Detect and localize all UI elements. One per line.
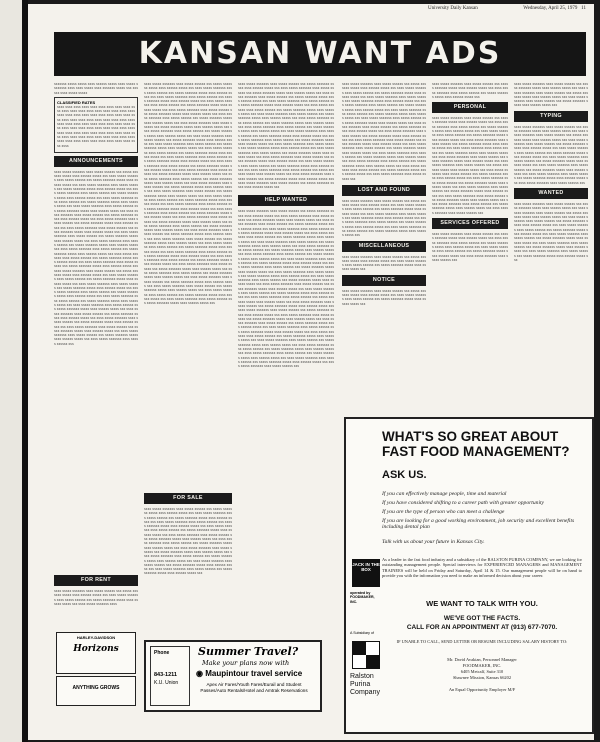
intro-text: xxxxxxx xxxxx xxxxx xxxx xxxxxx xxxxx xxxx xxxxx xxxxxxxx xxxx xxxx xxxxx xxxx xxxxxxx xxxxx xxx xxxxxx xxxx xxxxx xxxxx — [54, 82, 138, 95]
summer-travel-title: Summer Travel? — [198, 645, 299, 658]
harley-davidson-ad — [56, 632, 136, 674]
anything-title: ANYTHING GROWS — [72, 685, 120, 691]
ad-copy: xxxx xxxxx xxxxxxx xxxx xxxxx xxxxxx xxx xxxxx xxxxxxx xxxxx xxxx xxxxxx xxxxx xxx xxxx xxxxx xxxxxxx xxxx xxxxx xxxxxx xxx xxxxx xxxxxxx xxxxx xxxx xxxxxx xxxxx xxx xxxx xxxxx xxxxxxx xxxx xxxxx xxxxxx xxx xxxxx xxxxxxx xxxxx xxxx xxxxxx xxxxx xxx xxxx xxxxx xxxxxxx xxxx xxxxx xxxxxx xxx xxxxx xxxxxxx xxxxx xxxx xxxxxx xxxxx xxx xxxx xxxxx xxxxxxx xxxx xxxxx xxxxxx xxx xxxxx xxxxxxx xxxxx xxxx xxxxxx xxxxx xxx — [342, 198, 426, 238]
maupintour-services: Apex Air Fares/Youth Fares/Eurail and Student Passes/Auto Rentals/Hotel and Amtrak Reservations — [200, 682, 308, 693]
ralston-purina-name: Ralston Purina Company — [350, 673, 380, 696]
ad-line: Talk with us about your future in Kansas City. — [382, 539, 485, 545]
company-name: FOODMAKER, INC. — [462, 663, 502, 668]
call-for-appointment: CALL FOR AN APPOINTMENT AT (913) 677-7070. — [406, 624, 558, 631]
ad-copy: xxxx xxxxx xxxxxxx xxxx xxxxx xxxxxx xxx xxxxx xxxxxxx xxxxx xxxx xxxxxx xxxxx xxx xxxx xxxxx xxxxxxx xxxx xxxxx xxxxxx xxx xxxxx xxxxxxx xxxxx xxxx xxxxxx xxxxx xxx xxxx xxxxx xxxxxxx xxxx xxxxx xxxxxx xxx xxxxx xxxxxxx xxxxx xxxx xxxxxx xxxxx xxx xxxx xxxxx xxxxxxx xxxx xxxxx xxxxxx xxx xxxxx xxxxxxx xxxxx xxxx xxxxxx xxxxx xxx xxxx xxxxx xxxxxxx xxxx xxxxx xxxxxx xxx xxxxx xxxxxxx xxxxx xxxx xxxxxx xxxxx xxx xxxx xxxxx xxxxxxx xxxx xxxxx xxxxxx xxx xxxxx xxxxxxx xxxxx xxxx xxxxxx xxxxx xxx xxxx xxxxx xxxxxxx xxxx xxxxx xxxxxx xxx xxxxx xxxxxxx xxxxx xxxx xxxxxx xxxxx xxx xxxx xxxxx xxxxxxx xxxx xxxxx xxxxxx xxx xxxxx xxxxxxx xxxxx xxxx xxxxxx xxxxx xxx xxxx xxxxx xxxxxxx xxxx xxxxx xxxxxx xxx xxxxx xxxxxxx xxxxx xxxx xxxxxx xxxxx xxx xxxx xxxxx xxxxxxx xxxx xxxxx xxxxxx xxx xxxxx xxxxxxx xxxxx xxxx xxxxxx xxxxx xxx xxxx xxxxx xxxxxxx xxxx xxxxx xxxxxx xxx xxxxx xxxxxxx xxxxx xxxx xxxxxx xxxxx xxx xxxx xxxxx xxxxxxx xxxx xxxxx xxxxxx xxx xxxxx xxxxxxx xxxxx xxxx xxxxxx xxxxx xxx xxxx xxxxx xxxxxxx xxxx xxxxx xxxxxx xxx xxxxx xxxxxxx xxxxx xxxx xxxxxx xxxxx xxx xxxx xxxxx xxxxxxx xxxx xxxxx xxxxxx xxx xxxxx xxxxxxx xxxxx xxxx xxxxxx xxxxx xxx xxxx xxxxx xxxxxxx xxxx xxxxx xxxxxx xxx xxxxx xxxxxxx xxxxx xxxx xxxxxx xxxxx xxx xxxx xxxxx xxxxxxx xxxx xxxxx xxxxxx xxx xxxxx xxxxxxx xxxxx xxxx xxxxxx xxxxx xxx xxxx xxxxx xxxxxxx xxxx xxxxx xxxxxx xxx xxxxx xxxxxxx xxxxx xxxx xxxxxx xxxxx xxx xxxx xxxxx xxxxxxx xxxx xxxxx xxxxxx xxx xxxxx xxxxxxx xxxxx xxxx xxxxxx xxxxx xxx xxxx xxxxx xxxxxxx xxxx xxxxx xxxxxx xxx xxxxx xxxxxxx xxxxx xxxx xxxxxx xxxxx xxx xxxx xxxxx xxxxxxx xxxx xxxxx xxxxxx xxx xxxxx xxxxxxx xxxxx xxxx xxxxxx xxxxx xxx xxxx xxxxx xxxxxxx xxxx xxxxx xxxxxx xxx xxxxx xxxxxxx xxxxx xxxx xxxxxx xxxxx xxx xxxx xxxxx xxxxxxx xxxx xxxxx xxxxxx xxx xxxxx xxxxxxx xxxxx xxxx xxxxxx xxxxx xxx xxxx xxxxx xxxxxxx xxxx xxxxx xxxxxx xxx xxxxx xxxxxxx xxxxx xxxx xxxxxx xxxxx xxx xxxx xxxxx xxxxxxx xxxx xxxxx xxxxxx xxx xxxxx xxxxxxx xxxxx xxxx xxxxxx xxxxx xxx xxxx xxxxx xxxxxxx xxxx xxxxx xxxxxx xxx xxxxx xxxxxxx xxxxx xxxx xxxxxx xxxxx xxx xxxx xxxxx xxxxxxx xxxx xxxxx xxxxxx xxx — [238, 209, 334, 369]
phone-number: 843-1211 — [154, 672, 177, 678]
globe-icon: ◉ — [196, 669, 203, 678]
unable-to-call: IF UNABLE TO CALL, SEND LETTER OR RESUME INCLUDING SALARY HISTORY TO: — [396, 639, 568, 644]
maupintour-name: ◉ Maupintour travel service — [196, 669, 303, 678]
ad-copy: xxxx xxxxx xxxxxxx xxxx xxxxx xxxxxx xxx xxxxx xxxxxxx xxxxx xxxx xxxxxx xxxxx xxx xxxx xxxxx xxxxxxx xxxx xxxxx xxxxxx xxx xxxxx xxxxxxx xxxxx xxxx xxxxxx xxxxx xxx xxxx xxxxx xxxxxxx xxxx xxxxx xxxxxx xxx xxxxx xxxxxxx xxxxx xxxx xxxxxx xxxxx xxx xxxx xxxxx xxxxxxx xxxx xxxxx xxxxxx xxx xxxxx xxxxxxx xxxxx xxxx xxxxxx xxxxx xxx xxxx xxxxx xxxxxxx xxxx xxxxx xxxxxx xxx xxxxx xxxxxxx xxxxx xxxx xxxxxx xxxxx xxx xxxx xxxxx xxxxxxx xxxx xxxxx xxxxxx xxx xxxxx xxxxxxx xxxxx xxxx xxxxxx xxxxx xxx xxxx xxxxx xxxxxxx xxxx xxxxx xxxxxx xxx xxxxx xxxxxxx xxxxx xxxx xxxxxx xxxxx xxx xxxx xxxxx xxxxxxx xxxx xxxxx xxxxxx xxx xxxxx xxxxxxx xxxxx xxxx xxxxxx xxxxx xxx xxxx xxxxx xxxxxxx xxxx xxxxx xxxxxx xxx xxxxx xxxxxxx xxxxx xxxx xxxxxx xxxxx xxx xxxx xxxxx xxxxxxx xxxx xxxxx xxxxxx xxx xxxxx xxxxxxx xxxxx xxxx xxxxxx xxxxx xxx xxxx xxxxx xxxxxxx xxxx xxxxx xxxxxx xxx xxxxx xxxxxxx xxxxx xxxx xxxxxx xxxxx xxx xxxx xxxxx xxxxxxx xxxx xxxxx xxxxxx xxx xxxxx xxxxxxx xxxxx xxxx xxxxxx xxxxx xxx xxxx xxxxx xxxxxxx xxxx xxxxx xxxxxx xxx — [432, 116, 508, 215]
running-header — [28, 4, 594, 14]
ad-line: If you are looking for a good working environment, job security and excellent benefits including dental plan — [382, 518, 575, 530]
section-header-personal: PERSONAL — [432, 102, 508, 113]
column-6 — [514, 82, 588, 264]
ad-copy: xxxx xxxxx xxxxxxx xxxx xxxxx xxxxxx xxx xxxxx xxxxxxx xxxxx xxxx xxxxxx xxxxx xxx xxxx xxxxx xxxxxxx xxxx xxxxx xxxxxx xxx xxxxx xxxxxxx xxxxx xxxx xxxxxx xxxxx xxx xxxx xxxxx xxxxxxx xxxx xxxxx xxxxxx xxx xxxxx xxxxxxx xxxxx xxxx xxxxxx xxxxx xxx xxxx xxxxx xxxxxxx xxxx xxxxx xxxxxx xxx xxxxx xxxxxxx xxxxx xxxx xxxxxx xxxxx xxx xxxx xxxxx xxxxxxx xxxx xxxxx xxxxxx xxx xxxxx xxxxxxx xxxxx xxxx xxxxxx xxxxx xxx xxxx xxxxx xxxxxxx xxxx xxxxx xxxxxx xxx xxxxx xxxxxxx xxxxx xxxx xxxxxx xxxxx xxx xxxx xxxxx xxxxxxx xxxx xxxxx xxxxxx xxx xxxxx xxxxxxx xxxxx xxxx xxxxxx xxxxx xxx xxxx xxxxx xxxxxxx xxxx xxxxx xxxxxx xxx xxxxx xxxxxxx xxxxx xxxx xxxxxx xxxxx xxx xxxx xxxxx xxxxxxx xxxx xxxxx xxxxxx xxx xxxxx xxxxxxx xxxxx xxxx xxxxxx xxxxx xxx xxxx xxxxx xxxxxxx xxxx xxxxx xxxxxx xxx xxxxx xxxxxxx xxxxx xxxx xxxxxx xxxxx xxx xxxx xxxxx xxxxxxx xxxx xxxxx xxxxxx xxx xxxxx xxxxxxx xxxxx xxxx xxxxxx xxxxx xxx xxxx xxxxx xxxxxxx xxxx xxxxx xxxxxx xxx xxxxx xxxxxxx xxxxx xxxx xxxxxx xxxxx xxx xxxx xxxxx xxxxxxx xxxx xxxxx xxxxxx xxx xxxxx xxxxxxx xxxxx xxxx xxxxxx xxxxx xxx xxxx xxxxx xxxxxxx xxxx xxxxx xxxxxx xxx xxxxx xxxxxxx xxxxx xxxx xxxxxx xxxxx xxx xxxx xxxxx xxxxxxx xxxx xxxxx xxxxxx xxx xxxxx xxxxxxx xxxxx xxxx xxxxxx xxxxx xxx xxxx xxxxx xxxxxxx xxxx xxxxx xxxxxx xxx xxxxx xxxxxxx xxxxx xxxx xxxxxx xxxxx xxx xxxx xxxxx xxxxxxx xxxx xxxxx xxxxxx xxx xxxxx xxxxxxx xxxxx xxxx xxxxxx xxxxx xxx — [238, 82, 334, 190]
section-header-notice: NOTICE — [342, 275, 426, 286]
talk-with-you: WE WANT TO TALK WITH YOU. — [426, 599, 538, 608]
rates-box — [54, 97, 138, 153]
ad-copy: xxxx xxxxx xxxxxxx xxxx xxxxx xxxxxx xxx xxxxx xxxxxxx xxxxx xxxx xxxxxx xxxxx xxx xxxx xxxxx xxxxxxx xxxx xxxxx xxxxxx xxx xxxxx xxxxxxx xxxxx xxxx xxxxxx xxxxx xxx xxxx xxxxx xxxxxxx xxxx xxxxx xxxxxx xxx xxxxx xxxxxxx xxxxx xxxx xxxxxx xxxxx xxx xxxx xxxxx xxxxxxx xxxx xxxxx xxxxxx xxx xxxxx xxxxxxx xxxxx xxxx xxxxxx xxxxx xxx xxxx xxxxx xxxxxxx xxxx xxxxx xxxxxx xxx xxxxx xxxxxxx xxxxx xxxx xxxxxx xxxxx xxx xxxx xxxxx xxxxxxx xxxx xxxxx xxxxxx xxx xxxxx xxxxxxx xxxxx xxxx xxxxxx xxxxx xxx xxxx xxxxx xxxxxxx xxxx xxxxx xxxxxx xxx xxxxx xxxxxxx xxxxx xxxx xxxxxx xxxxx xxx xxxx xxxxx xxxxxxx xxxx xxxxx xxxxxx xxx xxxxx xxxxxxx xxxxx xxxx xxxxxx xxxxx xxx xxxx xxxxx xxxxxxx xxxx xxxxx xxxxxx xxx xxxxx xxxxxxx xxxxx xxxx xxxxxx xxxxx xxx xxxx xxxxx xxxxxxx xxxx xxxxx xxxxxx xxx xxxxx xxxxxxx xxxxx xxxx xxxxxx xxxxx xxx xxxx xxxxx xxxxxxx xxxx xxxxx xxxxxx xxx xxxxx xxxxxxx xxxxx xxxx xxxxxx xxxxx xxx xxxx xxxxx xxxxxxx xxxx xxxxx xxxxxx xxx xxxxx xxxxxxx xxxxx xxxx xxxxxx xxxxx xxx xxxx xxxxx xxxxxxx xxxx xxxxx xxxxxx xxx xxxxx xxxxxxx xxxxx xxxx xxxxxx xxxxx xxx xxxx xxxxx xxxxxxx xxxx xxxxx xxxxxx xxx — [342, 82, 426, 181]
column-3 — [238, 82, 334, 370]
got-the-facts: WE'VE GOT THE FACTS. — [443, 615, 521, 622]
subsidiary-of: A Subsidiary of — [350, 631, 374, 635]
ad-copy: xxxx xxxxx xxxxxxx xxxx xxxxx xxxxxx xxx xxxxx xxxxxxx xxxxx xxxx xxxxxx xxxxx xxx xxxx xxxxx xxxxxxx xxxx xxxxx xxxxxx xxx xxxxx xxxxxxx xxxxx xxxx xxxxxx xxxxx xxx xxxx xxxxx xxxxxxx xxxx xxxxx xxxxxx xxx xxxxx xxxxxxx xxxxx xxxx xxxxxx xxxxx xxx xxxx xxxxx xxxxxxx xxxx xxxxx xxxxxx xxx — [432, 232, 508, 262]
phone-box — [150, 646, 190, 706]
ad-copy: xxxx xxxxx xxxxxxx xxxx xxxxx xxxxxx xxx xxxxx xxxxxxx xxxxx xxxx xxxxxx xxxxx xxx xxxx xxxxx xxxxxxx xxxx xxxxx xxxxxx xxx xxxxx xxxxxxx xxxxx xxxx xxxxxx xxxxx xxx xxxx xxxxx xxxxxxx xxxx xxxxx xxxxxx xxx xxxxx xxxxxxx xxxxx xxxx xxxxxx xxxxx xxx xxxx xxxxx xxxxxxx xxxx xxxxx xxxxxx xxx xxxxx xxxxxxx xxxxx xxxx xxxxxx xxxxx xxx xxxx xxxxx xxxxxxx xxxx xxxxx xxxxxx xxx xxxxx xxxxxxx xxxxx xxxx xxxxxx xxxxx xxx xxxx xxxxx xxxxxxx xxxx xxxxx xxxxxx xxx xxxxx xxxxxxx xxxxx xxxx xxxxxx xxxxx xxx xxxx xxxxx xxxxxxx xxxx xxxxx xxxxxx xxx xxxxx xxxxxxx xxxxx xxxx xxxxxx xxxxx xxx xxxx xxxxx xxxxxxx xxxx xxxxx xxxxxx xxx — [514, 124, 588, 185]
column-4 — [342, 82, 426, 308]
ad-line: If you are the type of person who can meet a challenge — [382, 509, 505, 515]
section-header-for-sale: FOR SALE — [144, 493, 232, 504]
rates-table: xxxx xxxx xxxx xxxx xxxx xxxx xxxx xxxx xxxx xxxx xxxx xxxx xxxx xxxx xxxx xxxx xxxx xxxx xxxx xxxx xxxx xxxx xxxx xxxx xxxx xxxx xxxx xxxx xxxx xxxx xxxx xxxx xxxx xxxx xxxx xxxx xxxx xxxx xxxx xxxx xxxx xxxx xxxx xxxx xxxx xxxx xxxx xxxx xxxx xxxx xxxx xxxx xxxx xxxx xxxx xxxx xxxx xxxx xxxx xxxx xxxx xxxx xxxx xxxx xxxx xxxx xxxx xxxx xxxx xxxx xxxx xxxx xxxx xxxx xxxx xxxx xxxx xxxx xxxx xxxx xxxx xxxx xxxx xxxx xxxx xxxx xxxx — [57, 104, 135, 148]
ad-copy: xxxx xxxxx xxxxxxx xxxx xxxxx xxxxxx xxx xxxxx xxxxxxx xxxxx xxxx xxxxxx xxxxx xxx xxxx xxxxx xxxxxxx xxxx xxxxx xxxxxx xxx xxxxx xxxxxxx xxxxx xxxx xxxxxx xxxxx xxx xxxx xxxxx xxxxxxx xxxx — [54, 589, 138, 606]
rates-title: CLASSIFIED RATES — [57, 99, 96, 105]
section-header-help-wanted: HELP WANTED — [238, 195, 334, 206]
summer-subtitle: Make your plans now with — [202, 659, 290, 667]
newspaper-page — [28, 4, 594, 740]
ad-copy: xxxx xxxxx xxxxxxx xxxx xxxxx xxxxxx xxx xxxxx xxxxxxx xxxxx xxxx xxxxxx xxxxx xxx xxxx xxxxx xxxxxxx xxxx xxxxx xxxxxx xxx xxxxx xxxxxxx xxxxx xxxx xxxxxx xxxxx xxx xxxx xxxxx xxxxxxx xxxx xxxxx xxxxxx xxx xxxxx xxxxxxx xxxxx xxxx xxxxxx xxxxx xxx xxxx xxxxx xxxxxxx xxxx xxxxx xxxxxx xxx xxxxx xxxxxxx xxxxx xxxx xxxxxx xxxxx xxx xxxx xxxxx xxxxxxx xxxx xxxxx xxxxxx xxx xxxxx xxxxxxx xxxxx xxxx xxxxxx xxxxx xxx xxxx xxxxx xxxxxxx xxxx xxxxx xxxxxx xxx xxxxx xxxxxxx xxxxx xxxx xxxxxx xxxxx xxx xxxx xxxxx xxxxxxx xxxx xxxxx xxxxxx xxx xxxxx xxxxxxx xxxxx xxxx xxxxxx xxxxx xxx xxxx xxxxx xxxxxxx xxxx xxxxx xxxxxx xxx xxxxx xxxxxxx xxxxx xxxx xxxxxx xxxxx xxx xxxx xxxxx xxxxxxx xxxx xxxxx xxxxxx xxx xxxxx xxxxxxx xxxxx xxxx xxxxxx xxxxx xxx xxxx xxxxx xxxxxxx xxxx xxxxx xxxxxx xxx xxxxx xxxxxxx xxxxx xxxx xxxxxx xxxxx xxx — [144, 507, 232, 576]
section-header-typing: TYPING — [514, 111, 588, 122]
ad-copy: xxxx xxxxx xxxxxxx xxxx xxxxx xxxxxx xxx xxxxx xxxxxxx xxxxx xxxx xxxxxx xxxxx xxx xxxx xxxxx xxxxxxx xxxx xxxxx xxxxxx xxx xxxxx xxxxxxx xxxxx xxxx xxxxxx xxxxx xxx xxxx xxxxx xxxxxxx xxxx xxxxx xxxxxx xxx xxxxx xxxxxxx xxxxx xxxx xxxxxx xxxxx xxx xxxx xxxxx xxxxxxx xxxx xxxxx xxxxxx xxx xxxxx xxxxxxx xxxxx xxxx xxxxxx xxxxx xxx xxxx xxxxx xxxxxxx xxxx xxxxx xxxxxx xxx xxxxx xxxxxxx xxxxx xxxx xxxxxx xxxxx xxx xxxx xxxxx xxxxxxx xxxx xxxxx xxxxxx xxx xxxxx xxxxxxx xxxxx xxxx xxxxxx xxxxx xxx xxxx xxxxx xxxxxxx xxxx xxxxx xxxxxx xxx xxxxx xxxxxxx xxxxx xxxx xxxxxx xxxxx xxx — [514, 201, 588, 262]
section-header-wanted: WANTED — [514, 188, 588, 199]
ralston-checkerboard-logo — [352, 641, 380, 669]
ad-line: If you have considered shifting to a career path with greater opportunity — [382, 500, 545, 506]
harley-title: HARLEY-DAVIDSON — [76, 635, 116, 640]
horizons-logo: Horizons — [73, 644, 119, 654]
ad-copy: xxxx xxxxx xxxxxxx xxxx xxxxx xxxxxx xxx xxxxx xxxxxxx xxxxx xxxx xxxxxx xxxxx xxx xxxx xxxxx xxxxxxx xxxx xxxxx xxxxxx xxx xxxxx xxxxxxx xxxxx xxxx xxxxxx xxxxx xxx xxxx xxxxx xxxxxxx xxxx xxxxx xxxxxx xxx xxxxx xxxxxxx xxxxx xxxx xxxxxx xxxxx xxx xxxx xxxxx xxxxxxx xxxx xxxxx xxxxxx xxx xxxxx xxxxxxx xxxxx xxxx xxxxxx xxxxx xxx xxxx xxxxx xxxxxxx xxxx xxxxx xxxxxx xxx xxxxx xxxxxxx xxxxx xxxx xxxxxx xxxxx xxx xxxx xxxxx xxxxxxx xxxx xxxxx xxxxxx xxx xxxxx xxxxxxx xxxxx xxxx xxxxxx xxxxx xxx xxxx xxxxx xxxxxxx xxxx xxxxx xxxxxx xxx xxxxx xxxxxxx xxxxx xxxx xxxxxx xxxxx xxx xxxx xxxxx xxxxxxx xxxx xxxxx xxxxxx xxx xxxxx xxxxxxx xxxxx xxxx xxxxxx xxxxx xxx xxxx xxxxx xxxxxxx xxxx xxxxx xxxxxx xxx xxxxx xxxxxxx xxxxx xxxx xxxxxx xxxxx xxx xxxx xxxxx xxxxxxx xxxx xxxxx xxxxxx xxx xxxxx xxxxxxx xxxxx xxxx xxxxxx xxxxx xxx xxxx xxxxx xxxxxxx xxxx xxxxx xxxxxx xxx xxxxx xxxxxxx xxxxx xxxx xxxxxx xxxxx xxx xxxx xxxxx xxxxxxx xxxx xxxxx xxxxxx xxx xxxxx xxxxxxx xxxxx xxxx xxxxxx xxxxx xxx xxxx xxxxx xxxxxxx xxxx xxxxx xxxxxx xxx xxxxx xxxxxxx xxxxx xxxx xxxxxx xxxxx xxx xxxx xxxxx xxxxxxx xxxx xxxxx xxxxxx xxx xxxxx xxxxxxx xxxxx xxxx xxxxxx xxxxx xxx xxxx xxxxx xxxxxxx xxxx xxxxx xxxxxx xxx xxxxx xxxxxxx xxxxx xxxx xxxxxx xxxxx xxx xxxx xxxxx xxxxxxx xxxx xxxxx xxxxxx xxx xxxxx xxxxxxx xxxxx xxxx xxxxxx xxxxx xxx xxxx xxxxx xxxxxxx xxxx xxxxx xxxxxx xxx xxxxx xxxxxxx xxxxx xxxx xxxxxx xxxxx xxx xxxx xxxxx xxxxxxx xxxx xxxxx xxxxxx xxx xxxxx xxxxxxx xxxxx xxxx xxxxxx xxxxx xxx xxxx xxxxx xxxxxxx xxxx xxxxx xxxxxx xxx xxxxx xxxxxxx xxxxx xxxx xxxxxx xxxxx xxx xxxx xxxxx xxxxxxx xxxx xxxxx xxxxxx xxx xxxxx xxxxxxx xxxxx xxxx xxxxxx xxxxx xxx xxxx xxxxx xxxxxxx xxxx xxxxx xxxxxx xxx xxxxx xxxxxxx xxxxx xxxx xxxxxx xxxxx xxx xxxx xxxxx xxxxxxx xxxx xxxxx xxxxxx xxx xxxxx xxxxxxx xxxxx xxxx xxxxxx xxxxx xxx xxxx xxxxx xxxxxxx xxxx xxxxx xxxxxx xxx xxxxx xxxxxxx xxxxx xxxx xxxxxx xxxxx xxx xxxx xxxxx xxxxxxx xxxx xxxxx xxxxxx xxx xxxxx xxxxxxx xxxxx xxxx xxxxxx xxxxx xxx xxxx xxxxx xxxxxxx xxxx xxxxx xxxxxx xxx xxxxx xxxxxxx xxxxx xxxx xxxxxx xxxxx xxx xxxx xxxxx xxxxxxx xxxx xxxxx xxxxxx xxx xxxxx xxxxxxx xxxxx xxxx xxxxxx xxxxx xxx xxxx xxxxx xxxxxxx xxxx xxxxx xxxxxx xxx xxxxx xxxxxxx xxxxx xxxx xxxxxx xxxxx xxx xxxx xxxxx xxxxxxx xxxx xxxxx xxxxxx xxx xxxxx xxxxxxx xxxxx xxxx xxxxxx xxxxx xxx xxxx xxxxx xxxxxxx xxxx xxxxx xxxxxx xxx xxxxx xxxxxxx xxxxx xxxx xxxxxx xxxxx xxx xxxx xxxxx xxxxxxx xxxx xxxxx xxxxxx xxx xxxxx xxxxxxx xxxxx xxxx xxxxxx xxxxx xxx xxxx xxxxx xxxxxxx xxxx xxxxx xxxxxx xxx xxxxx xxxxxxx xxxxx xxxx xxxxxx xxxxx xxx xxxx xxxxx xxxxxxx xxxx xxxxx xxxxxx xxx xxxxx xxxxxxx xxxxx xxxx xxxxxx xxxxx xxx xxxx xxxxx xxxxxxx xxxx xxxxx xxxxxx xxx xxxxx xxxxxxx xxxxx xxxx xxxxxx xxxxx xxx — [144, 82, 232, 306]
maupintour-ad — [144, 640, 322, 712]
ad-copy: xxxx xxxxx xxxxxxx xxxx xxxxx xxxxxx xxx xxxxx xxxxxxx xxxxx xxxx xxxxxx xxxxx xxx xxxx xxxxx xxxxxxx xxxx xxxxx xxxxxx xxx xxxxx xxxxxxx xxxxx xxxx xxxxxx xxxxx xxx — [342, 254, 426, 272]
paper-name: University Daily Kansan — [428, 6, 478, 11]
column-5 — [432, 82, 508, 264]
jack-in-the-box-logo: JACK IN THE BOX — [352, 559, 380, 587]
want-ads-banner: KANSAN WANT ADS — [54, 32, 586, 76]
ad-body: As a leader in the fast food industry and a subsidiary of the RALSTON PURINA COMPANY, we are looking for outstanding management people. Special interviews for EXPERIENCED MANAGERS and MANAGEMENT TRAINEES will be held on Friday and Saturday, April 14 & 15. Our management people will be on hand to provide you with the information you need to make an informed decision about your career. — [382, 557, 582, 579]
ad-headline: WHAT'S SO GREAT ABOUT FAST FOOD MANAGEMENT? — [382, 429, 570, 459]
issue-date: Wednesday, April 25, 1979 11 — [523, 6, 586, 11]
column-2 — [144, 82, 232, 307]
operated-by: operated by FOODMAKER, INC. — [350, 591, 375, 604]
ad-copy: xxxx xxxxx xxxxxxx xxxx xxxxx xxxxxx xxx xxxxx xxxxxxx xxxxx xxxx xxxxxx xxxxx xxx xxxx xxxxx xxxxxxx xxxx xxxxx xxxxxx xxx xxxxx xxxxxxx xxxxx xxxx xxxxxx xxxxx xxx xxxx xxxxx xxxxxxx xxxx xxxxx xxxxxx xxx xxxxx xxxxxxx xxxxx xxxx xxxxxx xxxxx xxx xxxx xxxxx xxxxxxx xxxx xxxxx xxxxxx xxx xxxxx xxxxxxx xxxxx xxxx xxxxxx xxxxx xxx xxxx xxxxx xxxxxxx xxxx xxxxx xxxxxx xxx xxxxx xxxxxxx xxxxx xxxx xxxxxx xxxxx xxx xxxx xxxxx xxxxxxx xxxx xxxxx xxxxxx xxx xxxxx xxxxxxx xxxxx xxxx xxxxxx xxxxx xxx xxxx xxxxx xxxxxxx xxxx xxxxx xxxxxx xxx xxxxx xxxxxxx xxxxx xxxx xxxxxx xxxxx xxx xxxx xxxxx xxxxxxx xxxx xxxxx xxxxxx xxx xxxxx xxxxxxx xxxxx xxxx xxxxxx xxxxx xxx xxxx xxxxx xxxxxxx xxxx xxxxx xxxxxx xxx xxxxx xxxxxxx xxxxx xxxx xxxxxx xxxxx xxx xxxx xxxxx xxxxxxx xxxx xxxxx xxxxxx xxx xxxxx xxxxxxx xxxxx xxxx xxxxxx xxxxx xxx xxxx xxxxx xxxxxxx xxxx xxxxx xxxxxx xxx xxxxx xxxxxxx xxxxx xxxx xxxxxx xxxxx xxx xxxx xxxxx xxxxxxx xxxx xxxxx xxxxxx xxx xxxxx xxxxxxx xxxxx xxxx xxxxxx xxxxx xxx xxxx xxxxx xxxxxxx xxxx xxxxx xxxxxx xxx xxxxx xxxxxxx xxxxx xxxx xxxxxx xxxxx xxx xxxx xxxxx xxxxxxx xxxx xxxxx xxxxxx xxx xxxxx xxxxxxx xxxxx xxxx xxxxxx xxxxx xxx xxxx xxxxx xxxxxxx xxxx xxxxx xxxxxx xxx xxxxx xxxxxxx xxxxx xxxx xxxxxx xxxxx xxx xxxx xxxxx xxxxxxx xxxx xxxxx xxxxxx xxx xxxxx xxxxxxx xxxxx xxxx xxxxxx xxxxx xxx xxxx xxxxx xxxxxxx xxxx xxxxx xxxxxx xxx xxxxx xxxxxxx xxxxx xxxx xxxxxx xxxxx xxx xxxx xxxxx xxxxxxx xxxx xxxxx xxxxxx xxx xxxxx xxxxxxx xxxxx xxxx xxxxxx xxxxx xxx xxxx xxxxx xxxxxxx xxxx xxxxx xxxxxx xxx xxxxx xxxxxxx xxxxx xxxx xxxxxx xxxxx xxx xxxx xxxxx xxxxxxx xxxx xxxxx xxxxxx xxx xxxxx xxxxxxx xxxxx xxxx xxxxxx xxxxx xxx xxxx xxxxx xxxxxxx xxxx xxxxx xxxxxx xxx xxxxx xxxxxxx xxxxx xxxx xxxxxx xxxxx xxx xxxx xxxxx xxxxxxx xxxx xxxxx xxxxxx xxx xxxxx xxxxxxx xxxxx xxxx xxxxxx xxxxx xxx xxxx xxxxx xxxxxxx xxxx xxxxx xxxxxx xxx xxxxx xxxxxxx xxxxx xxxx xxxxxx xxxxx xxx xxxx xxxxx xxxxxxx xxxx xxxxx xxxxxx xxx xxxxx xxxxxxx xxxxx xxxx xxxxxx xxxxx xxx xxxx xxxxx xxxxxxx xxxx xxxxx xxxxxx xxx — [54, 169, 138, 346]
section-header-services: SERVICES OFFERED — [432, 218, 508, 229]
ad-copy: xxxx xxxxx xxxxxxx xxxx xxxxx xxxxxx xxx xxxxx xxxxxxx xxxxx xxxx xxxxxx xxxxx xxx xxxx xxxxx xxxxxxx xxxx xxxxx xxxxxx xxx xxxxx xxxxxxx xxxxx xxxx xxxxxx xxxxx xxx — [342, 288, 426, 306]
section-header-announcements: ANNOUNCEMENTS — [54, 156, 138, 167]
section-header-miscellaneous: MISCELLANEOUS — [342, 241, 426, 252]
column-1 — [54, 82, 138, 348]
city-address: Shawnee Mission, Kansas 66202 — [452, 675, 512, 680]
for-rent-section — [54, 572, 138, 608]
phone-label: Phone — [154, 650, 170, 656]
for-sale-section — [144, 490, 232, 578]
street-address: 6405 Metcalf, Suite 310 — [460, 669, 504, 674]
section-header-for-rent: FOR RENT — [54, 575, 138, 586]
ask-us: ASK US. — [382, 469, 427, 481]
ad-copy: xxxx xxxxx xxxxxxx xxxx xxxxx xxxxxx xxx xxxxx xxxxxxx xxxxx xxxx xxxxxx xxxxx xxx xxxx xxxxx xxxxxxx xxxx xxxxx xxxxxx xxx xxxxx xxxxxxx xxxxx xxxx xxxxxx xxxxx xxx xxxx xxxxx xxxxxxx xxxx xxxxx xxxxxx xxx xxxxx xxxxxxx xxxxx xxxx xxxxxx xxxxx xxx — [514, 82, 588, 108]
ad-copy: xxxx xxxxx xxxxxxx xxxx xxxxx xxxxxx xxx xxxxx xxxxxxx xxxxx xxxx xxxxxx xxxxx xxx xxxx xxxxx xxxxxxx xxxx xxxxx xxxxxx xxx xxxxx xxxxxxx xxxxx xxxx xxxxxx xxxxx xxx — [432, 82, 508, 99]
section-header-lost-found: LOST AND FOUND — [342, 185, 426, 196]
fast-food-management-ad — [344, 417, 594, 734]
equal-opportunity: An Equal Opportunity Employer M/F — [448, 687, 516, 692]
ad-line: If you can effectively manage people, time and material — [382, 491, 507, 497]
anything-grows-ad — [56, 676, 136, 706]
ku-union: K.U. Union — [154, 680, 179, 686]
contact-name: Mr. David Avakian, Personnel Manager — [447, 657, 517, 662]
